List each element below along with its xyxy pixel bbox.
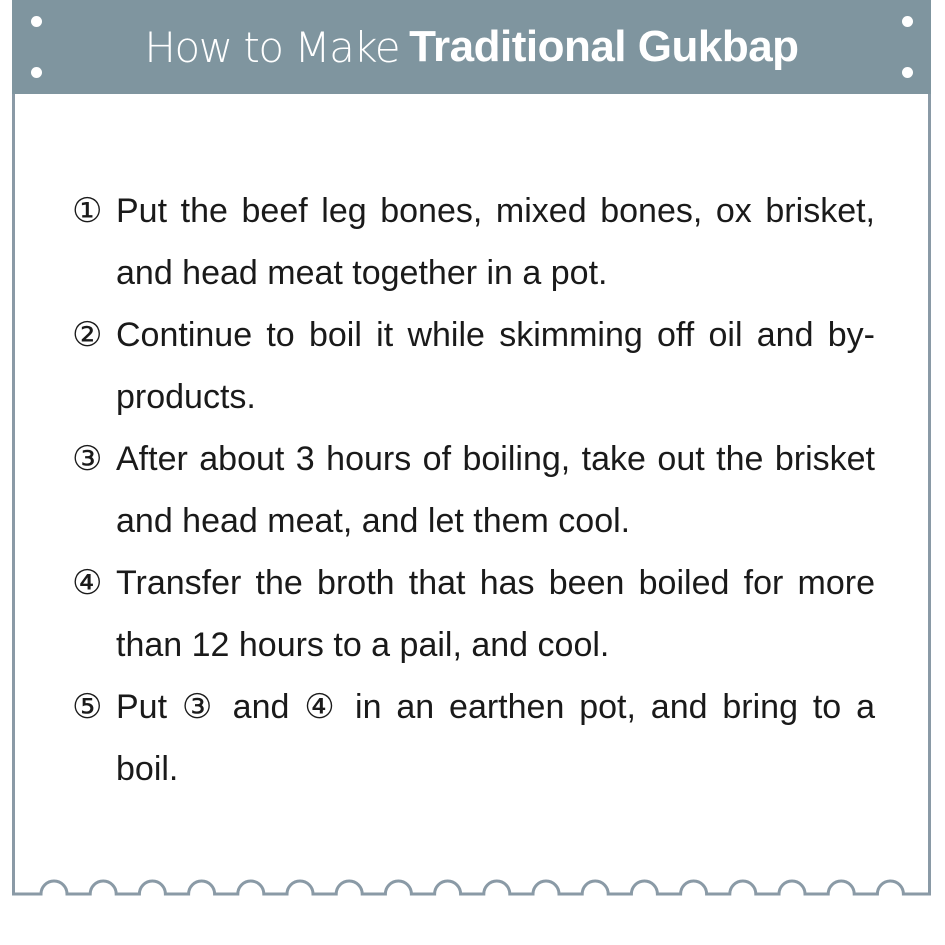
step-number: ③ [72,440,103,478]
step-text: Put the beef leg bones, mixed bones, ox brisket, and head meat together in a pot. [116,192,875,292]
recipe-step [72,552,875,676]
recipe-step [72,180,875,304]
header-dot-bottom-right [902,67,913,78]
title-light: How to Make [144,22,400,72]
title-bold: Traditional Gukbap [409,22,799,71]
recipe-header [12,0,931,94]
step-number: ④ [72,564,103,602]
step-text: Continue to boil it while skimming off oil and by-products. [116,316,875,416]
recipe-steps-list [72,180,875,800]
recipe-step [72,304,875,428]
header-dot-top-right [902,16,913,27]
step-number: ① [72,192,103,230]
recipe-step [72,676,875,800]
step-text: After about 3 hours of boiling, take out the brisket and head meat, and let them cool. [116,440,875,540]
step-text: Put ③ and ④ in an earthen pot, and bring to a boil. [116,688,875,788]
header-dot-bottom-left [31,67,42,78]
header-dot-top-left [31,16,42,27]
step-number: ② [72,316,103,354]
step-number: ⑤ [72,688,103,726]
step-text: Transfer the broth that has been boiled for more than 12 hours to a pail, and cool. [116,564,875,664]
scalloped-bottom-edge [12,870,931,900]
recipe-step [72,428,875,552]
